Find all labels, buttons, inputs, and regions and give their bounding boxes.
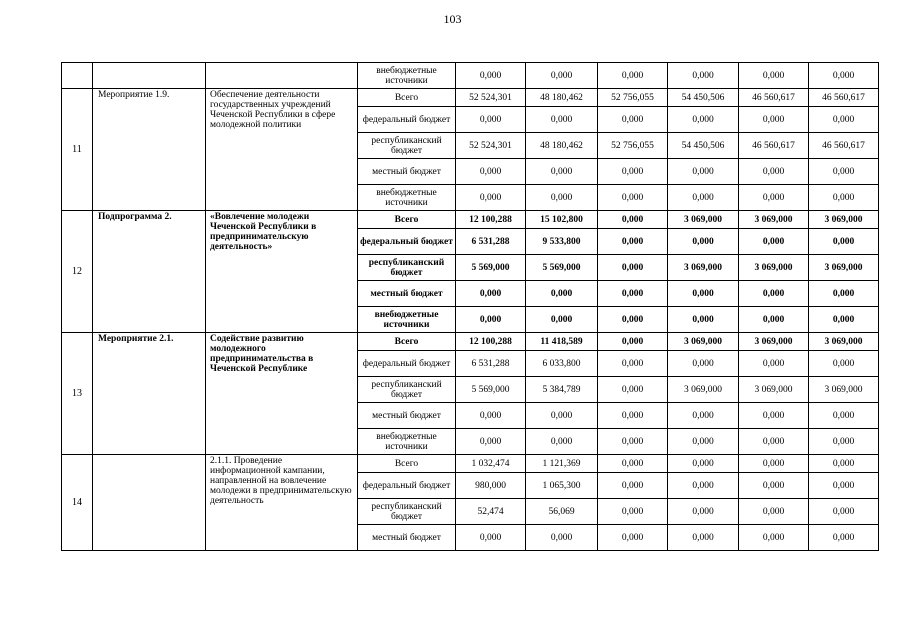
description-cell: 2.1.1. Проведение информационной кампании, направленной на вовлечение молодежи в предпринимательскую деятельность — [206, 455, 358, 551]
amount-cell: 0,000 — [739, 499, 809, 525]
funding-source-cell: федеральный бюджет — [358, 107, 456, 133]
amount-cell: 0,000 — [739, 229, 809, 255]
funding-source-cell: республиканский бюджет — [358, 377, 456, 403]
amount-cell: 0,000 — [598, 211, 668, 229]
amount-cell: 3 069,000 — [809, 211, 879, 229]
amount-cell: 0,000 — [668, 63, 739, 89]
amount-cell: 0,000 — [668, 473, 739, 499]
amount-cell: 0,000 — [598, 455, 668, 473]
amount-cell: 0,000 — [456, 159, 526, 185]
funding-source-cell: Всего — [358, 333, 456, 351]
amount-cell: 3 069,000 — [668, 255, 739, 281]
amount-cell: 0,000 — [668, 499, 739, 525]
amount-cell: 0,000 — [598, 107, 668, 133]
funding-source-cell: республиканский бюджет — [358, 133, 456, 159]
amount-cell: 0,000 — [739, 351, 809, 377]
amount-cell: 3 069,000 — [739, 211, 809, 229]
amount-cell: 0,000 — [598, 473, 668, 499]
amount-cell: 3 069,000 — [739, 255, 809, 281]
funding-source-cell: республиканский бюджет — [358, 499, 456, 525]
amount-cell: 54 450,506 — [668, 133, 739, 159]
amount-cell: 0,000 — [456, 107, 526, 133]
amount-cell: 0,000 — [739, 185, 809, 211]
funding-source-cell: федеральный бюджет — [358, 473, 456, 499]
amount-cell: 0,000 — [668, 403, 739, 429]
amount-cell: 0,000 — [526, 429, 598, 455]
amount-cell: 0,000 — [809, 229, 879, 255]
amount-cell: 0,000 — [526, 403, 598, 429]
amount-cell: 0,000 — [809, 159, 879, 185]
amount-cell: 0,000 — [598, 351, 668, 377]
amount-cell: 0,000 — [809, 525, 879, 551]
amount-cell: 0,000 — [739, 473, 809, 499]
amount-cell: 0,000 — [526, 307, 598, 333]
amount-cell: 0,000 — [739, 525, 809, 551]
funding-source-cell: федеральный бюджет — [358, 229, 456, 255]
amount-cell: 0,000 — [739, 429, 809, 455]
amount-cell: 6 033,800 — [526, 351, 598, 377]
amount-cell: 5 569,000 — [456, 377, 526, 403]
description-cell: Обеспечение деятельности государственных учреждений Чеченской Республики в сфере молодежной политики — [206, 89, 358, 211]
amount-cell: 46 560,617 — [739, 133, 809, 159]
amount-cell: 0,000 — [598, 307, 668, 333]
budget-table — [61, 62, 879, 551]
amount-cell: 0,000 — [598, 377, 668, 403]
amount-cell: 52 524,301 — [456, 89, 526, 107]
amount-cell: 0,000 — [739, 403, 809, 429]
amount-cell: 52,474 — [456, 499, 526, 525]
table-row — [62, 455, 879, 473]
amount-cell: 52 524,301 — [456, 133, 526, 159]
amount-cell: 1 065,300 — [526, 473, 598, 499]
page-number: 103 — [443, 12, 462, 26]
row-number-cell — [62, 63, 93, 89]
amount-cell: 52 756,055 — [598, 89, 668, 107]
amount-cell: 5 569,000 — [456, 255, 526, 281]
amount-cell: 3 069,000 — [668, 377, 739, 403]
amount-cell: 3 069,000 — [668, 211, 739, 229]
funding-source-cell: внебюджетные источники — [358, 429, 456, 455]
amount-cell: 0,000 — [809, 281, 879, 307]
amount-cell: 0,000 — [456, 281, 526, 307]
amount-cell: 0,000 — [598, 499, 668, 525]
name-cell: Подпрограмма 2. — [93, 211, 206, 333]
description-cell: «Вовлечение молодежи Чеченской Республики в предпринимательскую деятельность» — [206, 211, 358, 333]
amount-cell: 0,000 — [739, 307, 809, 333]
amount-cell: 0,000 — [598, 63, 668, 89]
amount-cell: 5 384,789 — [526, 377, 598, 403]
amount-cell: 6 531,288 — [456, 229, 526, 255]
amount-cell: 3 069,000 — [809, 333, 879, 351]
amount-cell: 0,000 — [809, 455, 879, 473]
amount-cell: 0,000 — [598, 429, 668, 455]
amount-cell: 46 560,617 — [739, 89, 809, 107]
amount-cell: 0,000 — [598, 525, 668, 551]
amount-cell: 0,000 — [809, 403, 879, 429]
row-number-cell: 14 — [62, 455, 93, 551]
amount-cell: 0,000 — [739, 107, 809, 133]
amount-cell: 54 450,506 — [668, 89, 739, 107]
amount-cell: 0,000 — [668, 307, 739, 333]
amount-cell: 0,000 — [809, 185, 879, 211]
funding-source-cell: местный бюджет — [358, 159, 456, 185]
amount-cell: 0,000 — [809, 107, 879, 133]
table-row — [62, 63, 879, 89]
amount-cell: 0,000 — [739, 281, 809, 307]
amount-cell: 46 560,617 — [809, 89, 879, 107]
amount-cell: 0,000 — [526, 63, 598, 89]
amount-cell: 1 032,474 — [456, 455, 526, 473]
amount-cell: 3 069,000 — [739, 377, 809, 403]
name-cell: Мероприятие 2.1. — [93, 333, 206, 455]
amount-cell: 12 100,288 — [456, 333, 526, 351]
funding-source-cell: местный бюджет — [358, 403, 456, 429]
amount-cell: 0,000 — [668, 525, 739, 551]
name-cell — [93, 63, 206, 89]
name-cell — [93, 455, 206, 551]
amount-cell: 0,000 — [598, 403, 668, 429]
amount-cell: 5 569,000 — [526, 255, 598, 281]
amount-cell: 9 533,800 — [526, 229, 598, 255]
amount-cell: 0,000 — [598, 159, 668, 185]
amount-cell: 0,000 — [456, 185, 526, 211]
table-row — [62, 211, 879, 229]
amount-cell: 0,000 — [668, 429, 739, 455]
funding-source-cell: внебюджетные источники — [358, 185, 456, 211]
amount-cell: 0,000 — [598, 229, 668, 255]
amount-cell: 0,000 — [809, 307, 879, 333]
amount-cell: 0,000 — [668, 229, 739, 255]
amount-cell: 1 121,369 — [526, 455, 598, 473]
amount-cell: 0,000 — [739, 159, 809, 185]
description-cell: Содействие развитию молодежного предпринимательства в Чеченской Республике — [206, 333, 358, 455]
amount-cell: 0,000 — [598, 281, 668, 307]
amount-cell: 0,000 — [598, 333, 668, 351]
amount-cell: 0,000 — [739, 63, 809, 89]
amount-cell: 0,000 — [598, 255, 668, 281]
amount-cell: 0,000 — [739, 455, 809, 473]
funding-source-cell: Всего — [358, 211, 456, 229]
amount-cell: 0,000 — [526, 525, 598, 551]
amount-cell: 0,000 — [809, 499, 879, 525]
funding-source-cell: республиканский бюджет — [358, 255, 456, 281]
row-number-cell: 12 — [62, 211, 93, 333]
amount-cell: 0,000 — [668, 185, 739, 211]
amount-cell: 0,000 — [809, 429, 879, 455]
amount-cell: 56,069 — [526, 499, 598, 525]
name-cell: Мероприятие 1.9. — [93, 89, 206, 211]
funding-source-cell: местный бюджет — [358, 525, 456, 551]
amount-cell: 0,000 — [456, 403, 526, 429]
amount-cell: 12 100,288 — [456, 211, 526, 229]
amount-cell: 3 069,000 — [809, 377, 879, 403]
funding-source-cell: внебюджетные источники — [358, 307, 456, 333]
table-row — [62, 333, 879, 351]
amount-cell: 0,000 — [809, 473, 879, 499]
funding-source-cell: Всего — [358, 89, 456, 107]
amount-cell: 3 069,000 — [668, 333, 739, 351]
row-number-cell: 11 — [62, 89, 93, 211]
row-number-cell: 13 — [62, 333, 93, 455]
amount-cell: 48 180,462 — [526, 89, 598, 107]
amount-cell: 0,000 — [668, 281, 739, 307]
amount-cell: 46 560,617 — [809, 133, 879, 159]
amount-cell: 6 531,288 — [456, 351, 526, 377]
amount-cell: 11 418,589 — [526, 333, 598, 351]
amount-cell: 0,000 — [668, 107, 739, 133]
funding-source-cell: федеральный бюджет — [358, 351, 456, 377]
amount-cell: 0,000 — [668, 455, 739, 473]
amount-cell: 48 180,462 — [526, 133, 598, 159]
amount-cell: 52 756,055 — [598, 133, 668, 159]
funding-source-cell: Всего — [358, 455, 456, 473]
amount-cell: 980,000 — [456, 473, 526, 499]
amount-cell: 0,000 — [526, 159, 598, 185]
amount-cell: 0,000 — [456, 307, 526, 333]
funding-source-cell: местный бюджет — [358, 281, 456, 307]
amount-cell: 0,000 — [456, 429, 526, 455]
amount-cell: 0,000 — [456, 63, 526, 89]
description-cell — [206, 63, 358, 89]
amount-cell: 0,000 — [526, 107, 598, 133]
table-row — [62, 89, 879, 107]
funding-source-cell: внебюджетные источники — [358, 63, 456, 89]
amount-cell: 3 069,000 — [739, 333, 809, 351]
amount-cell: 3 069,000 — [809, 255, 879, 281]
amount-cell: 0,000 — [668, 159, 739, 185]
amount-cell: 0,000 — [526, 185, 598, 211]
amount-cell: 0,000 — [809, 351, 879, 377]
amount-cell: 0,000 — [526, 281, 598, 307]
amount-cell: 15 102,800 — [526, 211, 598, 229]
amount-cell: 0,000 — [668, 351, 739, 377]
amount-cell: 0,000 — [598, 185, 668, 211]
amount-cell: 0,000 — [809, 63, 879, 89]
amount-cell: 0,000 — [456, 525, 526, 551]
